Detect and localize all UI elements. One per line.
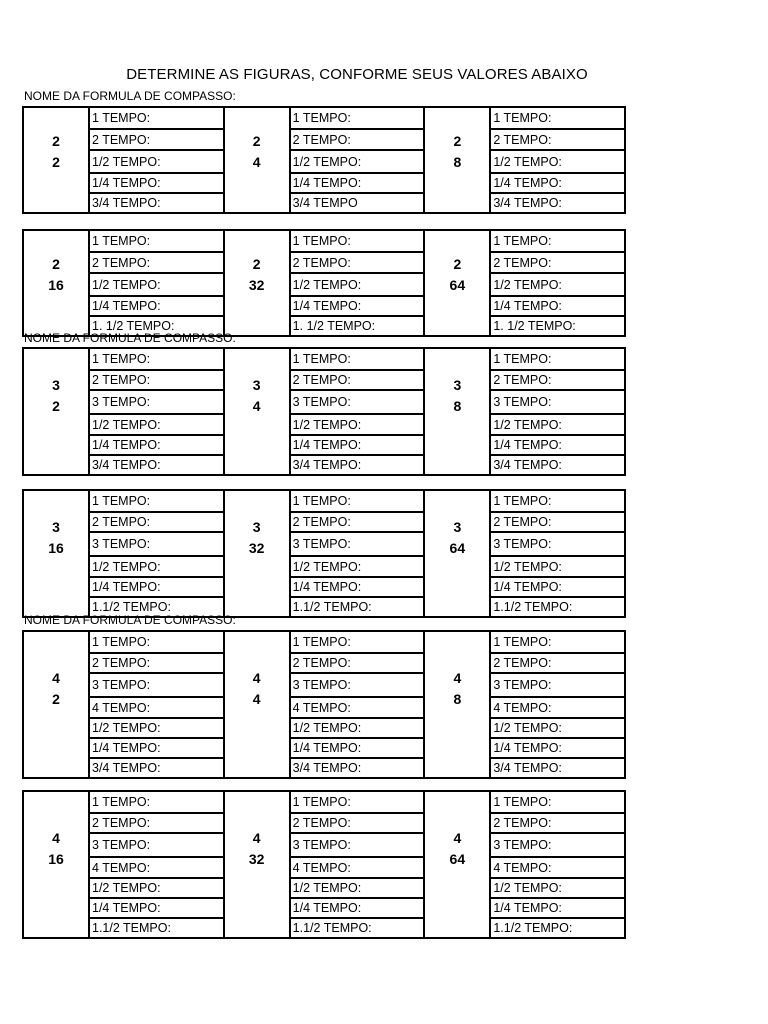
time-signature-panel (223, 108, 424, 212)
tempo-row: 2 TEMPO: (491, 369, 624, 389)
tempo-row: 1/4 TEMPO: (90, 172, 223, 192)
time-signature-denominator: 4 (252, 154, 261, 170)
tempo-row: 3/4 TEMPO: (90, 757, 223, 777)
time-signature-numerator: 3 (453, 376, 462, 393)
tempo-row: 3/4 TEMPO: (291, 454, 424, 474)
time-signature-numerator: 2 (453, 256, 462, 272)
tempo-row: 2 TEMPO: (491, 251, 624, 272)
time-signature-panel (223, 349, 424, 474)
tempo-row: 3 TEMPO: (90, 531, 223, 555)
time-signature-panel (223, 231, 424, 335)
time-signature (225, 349, 291, 474)
time-signature (425, 792, 491, 937)
tempo-row: 2 TEMPO: (90, 511, 223, 531)
time-signature-numerator: 3 (252, 518, 261, 535)
time-signature-panel (423, 491, 624, 616)
page-title: DETERMINE AS FIGURAS, CONFORME SEUS VALORES ABAIXO (126, 66, 588, 83)
tempo-row: 2 TEMPO: (491, 812, 624, 832)
time-signature-denominator: 8 (453, 154, 462, 170)
section-heading: NOME DA FORMULA DE COMPASSO: (24, 89, 236, 103)
section-heading: NOME DA FORMULA DE COMPASSO: (24, 331, 236, 345)
time-signature-numerator: 4 (453, 829, 462, 846)
time-signature (225, 231, 291, 335)
tempo-row: 1/4 TEMPO: (90, 434, 223, 454)
tempo-row: 1/4 TEMPO: (90, 576, 223, 596)
tempo-row: 3 TEMPO: (491, 531, 624, 555)
tempo-row: 1.1/2 TEMPO: (491, 917, 624, 937)
time-signature-numerator: 3 (52, 376, 60, 393)
tempo-row: 1/4 TEMPO: (90, 737, 223, 757)
tempo-row: 1 TEMPO: (292, 111, 351, 125)
time-signature-denominator: 2 (52, 397, 60, 414)
time-signature-block (22, 229, 626, 337)
tempo-row: 1/4 TEMPO: (491, 295, 624, 315)
tempo-row: 1 TEMPO: (92, 635, 151, 649)
time-signature-denominator: 16 (48, 539, 64, 556)
tempo-row: 1 TEMPO: (292, 234, 351, 248)
time-signature-denominator: 8 (453, 397, 462, 414)
time-signature-panel (423, 108, 624, 212)
time-signature-denominator: 4 (252, 397, 261, 414)
tempo-rows (291, 491, 424, 616)
time-signature-panel (423, 349, 624, 474)
tempo-row: 1 TEMPO: (92, 352, 151, 366)
tempo-row: 1/2 TEMPO: (90, 272, 223, 295)
tempo-row: 1/4 TEMPO: (491, 737, 624, 757)
time-signature (425, 349, 491, 474)
tempo-row: 3 TEMPO: (90, 389, 223, 413)
tempo-rows (90, 491, 223, 616)
time-signature-panel (24, 231, 223, 335)
tempo-rows (291, 349, 424, 474)
tempo-row: 1/2 TEMPO: (90, 877, 223, 897)
time-signature-denominator: 4 (252, 690, 261, 707)
time-signature-block (22, 106, 626, 214)
tempo-row: 3 TEMPO: (491, 389, 624, 413)
tempo-row: 3 TEMPO: (291, 832, 424, 856)
time-signature-denominator: 32 (248, 277, 265, 293)
tempo-rows (291, 108, 424, 212)
tempo-row: 1/2 TEMPO: (291, 413, 424, 434)
tempo-row: 1/2 TEMPO: (90, 717, 223, 737)
tempo-row: 2 TEMPO: (291, 652, 424, 672)
tempo-row: 1/4 TEMPO: (291, 737, 424, 757)
time-signature (24, 231, 90, 335)
time-signature-block (22, 489, 626, 618)
tempo-row: 2 TEMPO: (90, 251, 223, 272)
tempo-row: 1 TEMPO: (493, 234, 552, 248)
time-signature-block (22, 790, 626, 939)
tempo-row: 1/2 TEMPO: (291, 717, 424, 737)
tempo-row: 1/2 TEMPO: (491, 555, 624, 576)
tempo-row: 1/4 TEMPO: (291, 172, 424, 192)
tempo-row: 1 TEMPO: (292, 352, 351, 366)
time-signature-panel (223, 792, 424, 937)
time-signature (24, 632, 90, 777)
tempo-row: 3 TEMPO: (291, 531, 424, 555)
tempo-row: 1/4 TEMPO: (491, 434, 624, 454)
tempo-row: 3/4 TEMPO (291, 192, 424, 212)
time-signature-numerator: 2 (52, 133, 60, 149)
tempo-row: 3 TEMPO: (291, 389, 424, 413)
time-signature-numerator: 4 (52, 829, 60, 846)
tempo-row: 3/4 TEMPO: (491, 757, 624, 777)
tempo-row: 1/2 TEMPO: (90, 149, 223, 172)
tempo-row: 3 TEMPO: (491, 832, 624, 856)
tempo-row: 4 TEMPO: (291, 856, 424, 877)
time-signature-panel (24, 491, 223, 616)
tempo-row: 1 TEMPO: (493, 352, 552, 366)
time-signature (24, 349, 90, 474)
tempo-row: 3/4 TEMPO: (90, 454, 223, 474)
tempo-rows (90, 108, 223, 212)
time-signature-numerator: 2 (52, 256, 60, 272)
tempo-row: 1 TEMPO: (493, 494, 552, 508)
time-signature-panel (223, 632, 424, 777)
time-signature-denominator: 16 (48, 277, 64, 293)
tempo-row: 1/4 TEMPO: (491, 172, 624, 192)
tempo-row: 3 TEMPO: (90, 672, 223, 696)
time-signature (425, 491, 491, 616)
tempo-row: 2 TEMPO: (291, 251, 424, 272)
time-signature-denominator: 2 (52, 690, 60, 707)
time-signature-block (22, 630, 626, 779)
tempo-row: 3 TEMPO: (291, 672, 424, 696)
time-signature-panel (24, 349, 223, 474)
time-signature-panel (223, 491, 424, 616)
tempo-row: 1/4 TEMPO: (291, 576, 424, 596)
tempo-rows (291, 632, 424, 777)
time-signature-denominator: 64 (449, 850, 466, 867)
tempo-row: 1 TEMPO: (493, 111, 552, 125)
tempo-row: 1/4 TEMPO: (491, 897, 624, 917)
tempo-row: 4 TEMPO: (491, 696, 624, 717)
tempo-row: 1/2 TEMPO: (90, 555, 223, 576)
time-signature-panel (423, 792, 624, 937)
time-signature (425, 108, 491, 212)
time-signature-numerator: 4 (252, 829, 261, 846)
time-signature (425, 632, 491, 777)
tempo-row: 2 TEMPO: (291, 511, 424, 531)
time-signature-block (22, 347, 626, 476)
tempo-row: 1/2 TEMPO: (491, 717, 624, 737)
tempo-rows (491, 491, 624, 616)
time-signature-denominator: 2 (52, 154, 60, 170)
tempo-row: 1. 1/2 TEMPO: (491, 315, 624, 335)
time-signature-numerator: 4 (52, 669, 60, 686)
time-signature-numerator: 3 (52, 518, 60, 535)
tempo-row: 3/4 TEMPO: (90, 192, 223, 212)
time-signature (24, 108, 90, 212)
time-signature-numerator: 4 (252, 669, 261, 686)
time-signature-denominator: 16 (48, 850, 64, 867)
tempo-row: 1/2 TEMPO: (491, 149, 624, 172)
time-signature-numerator: 4 (453, 669, 462, 686)
tempo-rows (90, 349, 223, 474)
tempo-row: 1/2 TEMPO: (491, 877, 624, 897)
section-heading: NOME DA FORMULA DE COMPASSO: (24, 613, 236, 627)
time-signature-panel (423, 632, 624, 777)
tempo-row: 1/4 TEMPO: (291, 897, 424, 917)
time-signature (225, 632, 291, 777)
tempo-row: 1/2 TEMPO: (291, 877, 424, 897)
tempo-row: 2 TEMPO: (491, 511, 624, 531)
time-signature (225, 792, 291, 937)
tempo-row: 3 TEMPO: (90, 832, 223, 856)
tempo-row: 1 TEMPO: (292, 635, 351, 649)
tempo-row: 1. 1/2 TEMPO: (90, 315, 223, 335)
tempo-rows (491, 108, 624, 212)
time-signature-numerator: 3 (252, 376, 261, 393)
time-signature-panel (423, 231, 624, 335)
tempo-row: 1/2 TEMPO: (491, 272, 624, 295)
time-signature-numerator: 3 (453, 518, 462, 535)
tempo-row: 2 TEMPO: (90, 369, 223, 389)
time-signature-denominator: 32 (248, 850, 265, 867)
tempo-row: 1 TEMPO: (92, 795, 151, 809)
time-signature (225, 108, 291, 212)
tempo-row: 1/4 TEMPO: (291, 295, 424, 315)
tempo-row: 3/4 TEMPO: (491, 454, 624, 474)
tempo-row: 3/4 TEMPO: (291, 757, 424, 777)
tempo-rows (291, 231, 424, 335)
tempo-rows (291, 792, 424, 937)
time-signature (24, 491, 90, 616)
tempo-rows (90, 231, 223, 335)
tempo-row: 1 TEMPO: (92, 234, 151, 248)
time-signature-denominator: 8 (453, 690, 462, 707)
tempo-row: 2 TEMPO: (491, 128, 624, 149)
tempo-rows (90, 632, 223, 777)
tempo-row: 1/4 TEMPO: (90, 897, 223, 917)
tempo-row: 1/2 TEMPO: (491, 413, 624, 434)
tempo-rows (491, 231, 624, 335)
tempo-row: 1 TEMPO: (92, 494, 151, 508)
tempo-row: 1.1/2 TEMPO: (90, 917, 223, 937)
tempo-row: 1/4 TEMPO: (491, 576, 624, 596)
time-signature-panel (24, 792, 223, 937)
time-signature-panel (24, 108, 223, 212)
tempo-row: 1 TEMPO: (292, 795, 351, 809)
time-signature-numerator: 2 (453, 133, 462, 149)
tempo-row: 1/2 TEMPO: (291, 555, 424, 576)
tempo-row: 4 TEMPO: (90, 696, 223, 717)
tempo-row: 4 TEMPO: (491, 856, 624, 877)
tempo-row: 1 TEMPO: (493, 635, 552, 649)
tempo-row: 1.1/2 TEMPO: (491, 596, 624, 616)
time-signature-denominator: 64 (449, 277, 466, 293)
tempo-row: 1/4 TEMPO: (291, 434, 424, 454)
tempo-row: 1.1/2 TEMPO: (90, 596, 223, 616)
tempo-row: 3 TEMPO: (491, 672, 624, 696)
time-signature-denominator: 64 (449, 539, 466, 556)
tempo-row: 1.1/2 TEMPO: (291, 596, 424, 616)
tempo-row: 2 TEMPO: (291, 128, 424, 149)
tempo-rows (491, 632, 624, 777)
tempo-row: 4 TEMPO: (90, 856, 223, 877)
tempo-row: 1/2 TEMPO: (90, 413, 223, 434)
tempo-rows (491, 349, 624, 474)
tempo-row: 1. 1/2 TEMPO: (291, 315, 424, 335)
time-signature-denominator: 32 (248, 539, 265, 556)
time-signature-panel (24, 632, 223, 777)
tempo-row: 2 TEMPO: (90, 128, 223, 149)
tempo-row: 1 TEMPO: (92, 111, 151, 125)
tempo-row: 1 TEMPO: (292, 494, 351, 508)
tempo-rows (90, 792, 223, 937)
time-signature (225, 491, 291, 616)
tempo-row: 2 TEMPO: (491, 652, 624, 672)
tempo-row: 2 TEMPO: (90, 652, 223, 672)
time-signature-numerator: 2 (252, 133, 261, 149)
tempo-row: 1/2 TEMPO: (291, 272, 424, 295)
time-signature (425, 231, 491, 335)
tempo-row: 1.1/2 TEMPO: (291, 917, 424, 937)
tempo-row: 1/4 TEMPO: (90, 295, 223, 315)
time-signature (24, 792, 90, 937)
tempo-row: 4 TEMPO: (291, 696, 424, 717)
tempo-row: 2 TEMPO: (291, 369, 424, 389)
tempo-row: 2 TEMPO: (291, 812, 424, 832)
tempo-row: 3/4 TEMPO: (491, 192, 624, 212)
time-signature-numerator: 2 (252, 256, 261, 272)
tempo-rows (491, 792, 624, 937)
tempo-row: 1 TEMPO: (493, 795, 552, 809)
tempo-row: 1/2 TEMPO: (291, 149, 424, 172)
tempo-row: 2 TEMPO: (90, 812, 223, 832)
